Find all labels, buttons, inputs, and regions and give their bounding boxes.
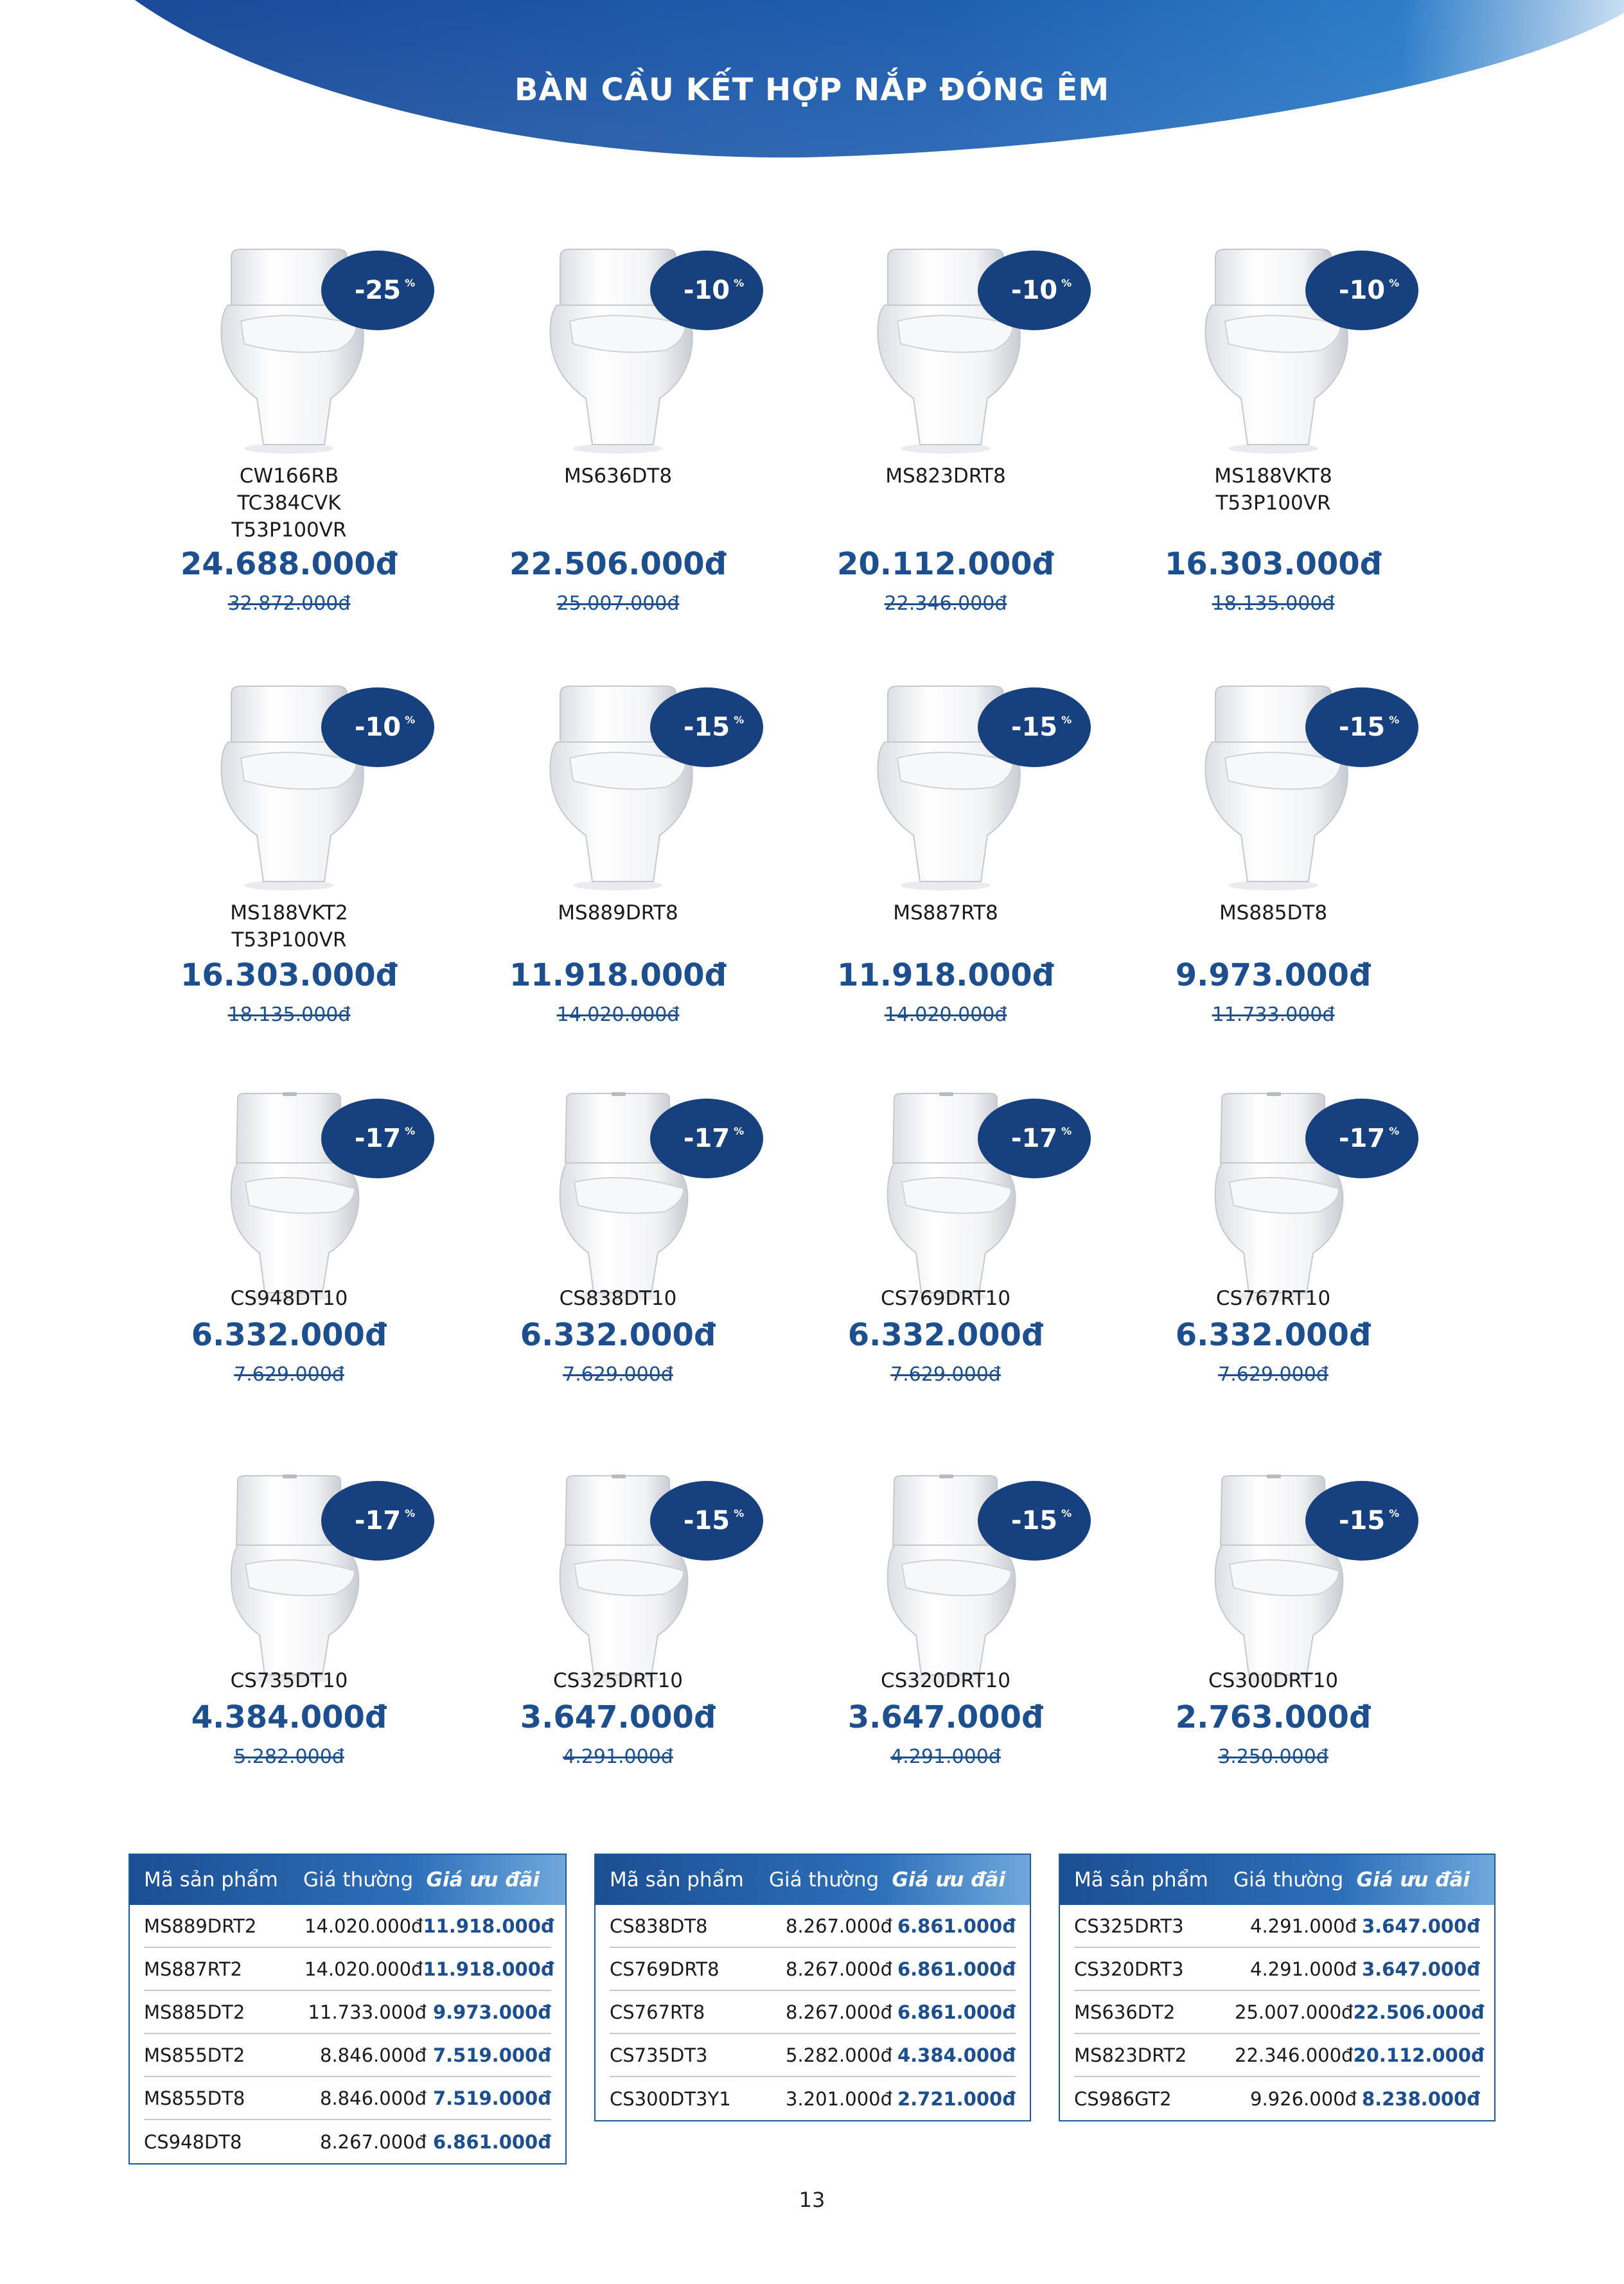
cell-code: MS887RT2 <box>144 1958 242 1980</box>
sale-price: 20.112.000đ <box>836 546 1054 582</box>
price-table <box>594 1854 1031 2121</box>
cell-regular-price: 9.926.000đ <box>1250 2087 1357 2110</box>
sale-price: 22.506.000đ <box>509 546 727 582</box>
product-card <box>791 1092 1100 1491</box>
original-price: 4.291.000đ <box>890 1746 1001 1768</box>
cell-sale-price: 6.861.000đ <box>432 2130 551 2153</box>
discount-badge <box>321 1481 434 1561</box>
original-price: 7.629.000đ <box>234 1363 344 1386</box>
discount-badge <box>321 687 434 767</box>
cell-regular-price: 22.346.000đ <box>1235 2044 1354 2066</box>
discount-value: -10 % <box>1011 276 1072 305</box>
cell-sale-price: 9.973.000đ <box>432 2001 551 2023</box>
original-price: 18.135.000đ <box>227 1004 351 1026</box>
cell-regular-price: 4.291.000đ <box>1250 1915 1357 1937</box>
product-code: CW166RB TC384CVK T53P100VR <box>231 465 347 542</box>
column-header-code: Mã sản phẩm <box>610 1868 744 1891</box>
product-code: MS887RT8 <box>893 901 998 925</box>
discount-badge <box>650 251 763 330</box>
product-code: CS948DT10 <box>230 1287 348 1310</box>
product-card <box>1119 1474 1427 1873</box>
product-card <box>135 1092 443 1491</box>
table-row <box>144 1905 554 1948</box>
original-price: 32.872.000đ <box>227 592 351 615</box>
discount-value: -15 % <box>683 1506 745 1536</box>
page-title: BÀN CẦU KẾT HỢP NẮP ĐÓNG ÊM <box>514 72 1110 108</box>
cell-code: CS325DRT3 <box>1074 1915 1184 1937</box>
product-code: CS300DRT10 <box>1208 1669 1339 1692</box>
sale-price: 6.332.000đ <box>847 1317 1044 1353</box>
cell-code: CS735DT3 <box>610 2044 708 2066</box>
product-code: MS823DRT8 <box>885 465 1006 488</box>
original-price: 7.629.000đ <box>1218 1363 1328 1386</box>
discount-value: -10 % <box>683 276 745 305</box>
original-price: 25.007.000đ <box>556 592 680 615</box>
discount-percent-sign: % <box>1389 1507 1400 1519</box>
discount-badge <box>978 1481 1091 1561</box>
discount-percent-sign: % <box>1389 1125 1400 1137</box>
discount-percent-sign: % <box>1061 714 1072 726</box>
product-card <box>464 681 772 1079</box>
discount-percent-sign: % <box>1061 1125 1072 1137</box>
cell-sale-price: 7.519.000đ <box>432 2087 551 2109</box>
product-code: CS325DRT10 <box>552 1669 684 1692</box>
cell-code: MS636DT2 <box>1074 2001 1176 2023</box>
discount-percent-sign: % <box>734 277 745 289</box>
table-row <box>610 2034 1016 2077</box>
sale-price: 9.973.000đ <box>1175 957 1372 993</box>
product-code: CS767RT10 <box>1215 1287 1331 1310</box>
cell-sale-price: 2.721.000đ <box>897 2087 1016 2110</box>
discount-value: -15 % <box>1011 713 1072 742</box>
table-row <box>610 1905 1016 1948</box>
discount-badge <box>321 1099 434 1178</box>
product-code: CS838DT10 <box>559 1287 677 1310</box>
cell-sale-price: 20.112.000đ <box>1353 2044 1485 2066</box>
cell-code: CS838DT8 <box>610 1915 708 1937</box>
discount-value: -17 % <box>1011 1124 1072 1153</box>
table-row <box>144 2120 551 2163</box>
product-card <box>464 1474 772 1873</box>
table-row <box>1074 1948 1480 1991</box>
discount-badge <box>978 251 1091 330</box>
product-card <box>135 244 443 642</box>
page-number: 13 <box>799 2188 825 2212</box>
cell-sale-price: 22.506.000đ <box>1353 2001 1485 2023</box>
cell-code: CS767RT8 <box>610 2001 705 2023</box>
column-header-sale: Giá ưu đãi <box>892 1868 1005 1891</box>
cell-code: CS986GT2 <box>1074 2087 1172 2110</box>
column-header-code: Mã sản phẩm <box>144 1868 278 1891</box>
cell-regular-price: 8.267.000đ <box>786 1958 892 1980</box>
discount-percent-sign: % <box>1389 277 1400 289</box>
table-row <box>610 1948 1016 1991</box>
table-row <box>1074 1905 1480 1948</box>
discount-badge <box>1305 687 1418 767</box>
cell-regular-price: 25.007.000đ <box>1235 2001 1354 2023</box>
cell-code: MS855DT2 <box>144 2044 245 2066</box>
cell-sale-price: 7.519.000đ <box>432 2044 551 2066</box>
cell-regular-price: 8.267.000đ <box>786 2001 892 2023</box>
product-code: CS769DRT10 <box>880 1287 1011 1310</box>
product-card <box>135 1474 443 1873</box>
cell-code: MS889DRT2 <box>144 1915 257 1937</box>
cell-regular-price: 8.846.000đ <box>320 2087 427 2109</box>
table-row <box>144 1948 554 1991</box>
cell-regular-price: 8.267.000đ <box>786 1915 892 1937</box>
product-card <box>135 681 443 1079</box>
product-code: MS889DRT8 <box>558 901 678 925</box>
cell-code: CS769DRT8 <box>610 1958 719 1980</box>
table-row <box>1074 1991 1485 2034</box>
table-header <box>596 1855 1030 1905</box>
table-row <box>1074 2077 1480 2120</box>
discount-value: -15 % <box>1338 713 1400 742</box>
cell-regular-price: 3.201.000đ <box>786 2087 892 2110</box>
cell-sale-price: 4.384.000đ <box>897 2044 1016 2066</box>
cell-regular-price: 14.020.000đ <box>304 1958 423 1980</box>
discount-value: -10 % <box>354 713 416 742</box>
product-card <box>791 681 1100 1079</box>
discount-percent-sign: % <box>1389 714 1400 726</box>
sale-price: 6.332.000đ <box>520 1317 716 1353</box>
table-row <box>610 1991 1016 2034</box>
sale-price: 11.918.000đ <box>509 957 727 993</box>
discount-value: -17 % <box>683 1124 745 1153</box>
cell-code: CS948DT8 <box>144 2130 242 2153</box>
table-row <box>610 2077 1016 2120</box>
discount-value: -10 % <box>1338 276 1400 305</box>
column-header-sale: Giá ưu đãi <box>426 1868 540 1891</box>
original-price: 14.020.000đ <box>556 1004 680 1026</box>
discount-value: -17 % <box>1338 1124 1400 1153</box>
cell-code: MS885DT2 <box>144 2001 245 2023</box>
table-header <box>1060 1855 1494 1905</box>
sale-price: 3.647.000đ <box>520 1699 716 1735</box>
cell-regular-price: 11.733.000đ <box>308 2001 427 2023</box>
sale-price: 2.763.000đ <box>1175 1699 1372 1735</box>
discount-percent-sign: % <box>405 714 416 726</box>
cell-sale-price: 6.861.000đ <box>897 2001 1016 2023</box>
original-price: 22.346.000đ <box>884 592 1007 615</box>
discount-badge <box>1305 251 1418 330</box>
cell-regular-price: 4.291.000đ <box>1250 1958 1357 1980</box>
sale-price: 6.332.000đ <box>1175 1317 1372 1353</box>
discount-badge <box>650 1099 763 1178</box>
cell-regular-price: 8.267.000đ <box>320 2130 427 2153</box>
cell-regular-price: 5.282.000đ <box>786 2044 892 2066</box>
column-header-regular: Giá thường <box>1233 1868 1344 1891</box>
discount-badge <box>1305 1099 1418 1178</box>
discount-badge <box>978 1099 1091 1178</box>
table-row <box>144 1991 551 2034</box>
original-price: 5.282.000đ <box>234 1746 344 1768</box>
sale-price: 16.303.000đ <box>1164 546 1382 582</box>
discount-percent-sign: % <box>734 1507 745 1519</box>
cell-code: CS320DRT3 <box>1074 1958 1184 1980</box>
discount-percent-sign: % <box>734 1125 745 1137</box>
product-card <box>464 1092 772 1491</box>
product-code: MS885DT8 <box>1219 901 1328 925</box>
discount-badge <box>650 1481 763 1561</box>
original-price: 3.250.000đ <box>1218 1746 1328 1768</box>
discount-badge <box>1305 1481 1418 1561</box>
table-row <box>144 2077 551 2120</box>
original-price: 18.135.000đ <box>1212 592 1335 615</box>
discount-percent-sign: % <box>405 277 416 289</box>
discount-value: -15 % <box>1338 1506 1400 1536</box>
product-code: MS188VKT2 T53P100VR <box>230 901 348 952</box>
sale-price: 6.332.000đ <box>191 1317 387 1353</box>
discount-value: -15 % <box>1011 1506 1072 1536</box>
cell-sale-price: 11.918.000đ <box>423 1915 554 1937</box>
discount-badge <box>321 251 434 330</box>
cell-sale-price: 3.647.000đ <box>1361 1915 1480 1937</box>
discount-badge <box>650 687 763 767</box>
product-card <box>1119 244 1427 642</box>
cell-sale-price: 6.861.000đ <box>897 1915 1016 1937</box>
original-price: 14.020.000đ <box>884 1004 1007 1026</box>
cell-code: MS823DRT2 <box>1074 2044 1187 2066</box>
cell-code: CS300DT3Y1 <box>610 2087 731 2110</box>
original-price: 11.733.000đ <box>1212 1004 1335 1026</box>
table-row <box>144 2034 551 2077</box>
sale-price: 16.303.000đ <box>180 957 398 993</box>
sale-price: 24.688.000đ <box>180 546 398 582</box>
product-card <box>1119 1092 1427 1491</box>
discount-value: -17 % <box>354 1124 416 1153</box>
column-header-sale: Giá ưu đãi <box>1356 1868 1470 1891</box>
discount-percent-sign: % <box>405 1125 416 1137</box>
sale-price: 4.384.000đ <box>191 1699 387 1735</box>
cell-regular-price: 8.846.000đ <box>320 2044 427 2066</box>
product-card <box>791 1474 1100 1873</box>
price-table <box>128 1854 567 2164</box>
price-table <box>1059 1854 1496 2121</box>
original-price: 4.291.000đ <box>563 1746 673 1768</box>
table-row <box>1074 2034 1485 2077</box>
discount-value: -25 % <box>354 276 416 305</box>
discount-percent-sign: % <box>405 1507 416 1519</box>
product-code: CS735DT10 <box>230 1669 348 1692</box>
table-header <box>130 1855 565 1905</box>
discount-percent-sign: % <box>1061 1507 1072 1519</box>
cell-sale-price: 11.918.000đ <box>423 1958 554 1980</box>
column-header-code: Mã sản phẩm <box>1074 1868 1208 1891</box>
column-header-regular: Giá thường <box>303 1868 414 1891</box>
product-code: CS320DRT10 <box>880 1669 1011 1692</box>
cell-sale-price: 6.861.000đ <box>897 1958 1016 1980</box>
cell-code: MS855DT8 <box>144 2087 245 2109</box>
discount-percent-sign: % <box>734 714 745 726</box>
discount-value: -17 % <box>354 1506 416 1536</box>
column-header-regular: Giá thường <box>769 1868 879 1891</box>
cell-sale-price: 8.238.000đ <box>1361 2087 1480 2110</box>
product-card <box>464 244 772 642</box>
product-code: MS636DT8 <box>563 465 673 488</box>
product-code: MS188VKT8 T53P100VR <box>1214 465 1332 515</box>
original-price: 7.629.000đ <box>563 1363 673 1386</box>
discount-value: -15 % <box>683 713 745 742</box>
sale-price: 11.918.000đ <box>836 957 1054 993</box>
discount-badge <box>978 687 1091 767</box>
discount-percent-sign: % <box>1061 277 1072 289</box>
product-card <box>791 244 1100 642</box>
cell-regular-price: 14.020.000đ <box>304 1915 423 1937</box>
product-card <box>1119 681 1427 1079</box>
original-price: 7.629.000đ <box>890 1363 1001 1386</box>
cell-sale-price: 3.647.000đ <box>1361 1958 1480 1980</box>
sale-price: 3.647.000đ <box>847 1699 1044 1735</box>
